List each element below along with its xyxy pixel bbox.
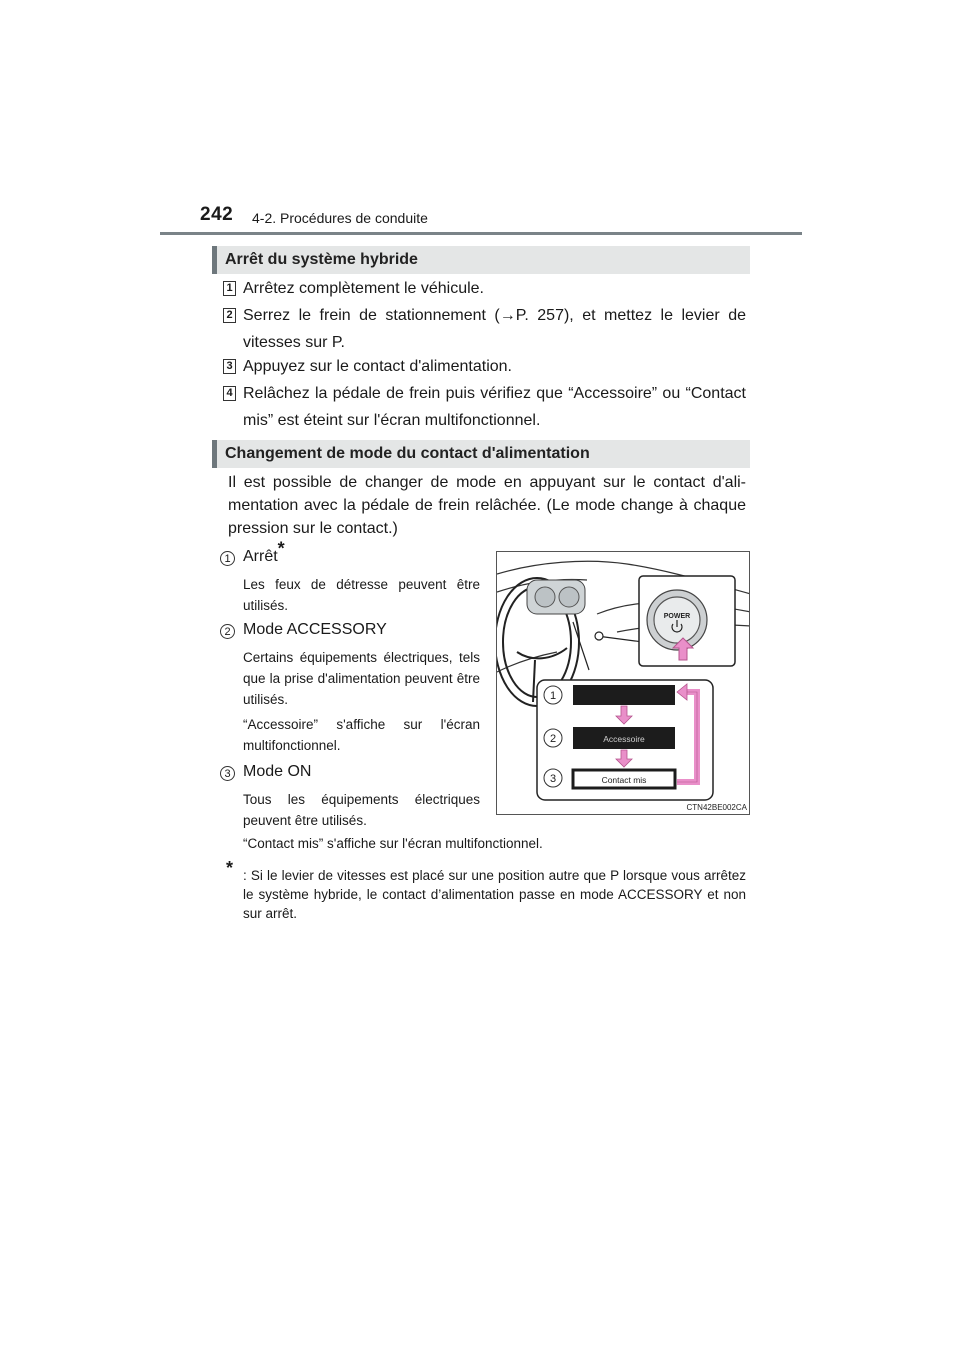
section-title: 4-2. Procédures de conduite xyxy=(252,210,428,226)
seq-num-1: 1 xyxy=(549,690,557,702)
display-contact-text: Contact mis xyxy=(601,775,647,785)
step-number-3: 3 xyxy=(223,359,236,374)
asterisk-marker: * xyxy=(277,538,285,559)
stop-section-heading xyxy=(212,246,750,274)
mode-desc-3b: “Contact mis” s'affiche sur l'écran multifonctionnel. xyxy=(243,836,543,851)
footnote-asterisk: * xyxy=(226,858,234,878)
step-number-2: 2 xyxy=(223,308,236,323)
seq-num-3: 3 xyxy=(549,773,557,785)
page-number: 242 xyxy=(200,204,234,225)
mode-number-3: 3 xyxy=(220,766,235,781)
mode-desc-2b: “Accessoire” s'affiche sur l'écran multifonctionnel. xyxy=(243,717,480,753)
mode-desc-2: Certains équipements électriques, tels que la prise d'alimentation peuvent être utilisés. xyxy=(243,650,480,707)
step-text-1: Arrêtez complètement le véhicule. xyxy=(243,280,484,297)
figure-code: CTN42BE002CA xyxy=(686,803,747,812)
mode-number-1: 1 xyxy=(220,551,235,566)
mode-number-2: 2 xyxy=(220,624,235,639)
mode-desc-3: Tous les équipements électriques peuvent être utilisés. xyxy=(243,792,480,828)
mode-title-1-text: Arrêt xyxy=(243,548,278,565)
header-divider xyxy=(160,232,802,235)
mode-desc-1: Les feux de détresse peuvent être utilisés. xyxy=(243,577,480,613)
step-number-1: 1 xyxy=(223,281,236,296)
display-off xyxy=(573,685,675,705)
display-accessoire-text: Accessoire xyxy=(603,734,645,744)
stop-section-title: Arrêt du système hybride xyxy=(225,251,418,268)
mode-intro-paragraph: Il est possible de changer de mode en appuyant sur le contact d'ali-mentation avec la pédale de frein relâchée. (Le mode change à chaque pression sur le contact.) xyxy=(228,474,746,537)
dashboard-drawing xyxy=(497,552,750,815)
mode-section-heading xyxy=(212,440,750,468)
step-text-3: Appuyez sur le contact d'alimentation. xyxy=(243,358,512,375)
mode-title-3: Mode ON xyxy=(243,763,312,780)
step-number-4: 4 xyxy=(223,386,236,401)
mode-title-2: Mode ACCESSORY xyxy=(243,621,387,638)
mode-title-1 xyxy=(243,538,285,566)
footnote-text: : Si le levier de vitesses est placé sur une position autre que P lorsque vous arrêtez le système hybride, le contact d’alimentation passe en mode ACCESSORY et non sur arrêt. xyxy=(243,868,746,921)
mode-section-title: Changement de mode du contact d'alimentation xyxy=(225,445,590,462)
step-text-4: Relâchez la pédale de frein puis vérifiez que “Accessoire” ou “Contact mis” est éteint sur l'écran multifonctionnel. xyxy=(243,385,746,429)
power-label: POWER xyxy=(663,613,691,620)
seq-num-2: 2 xyxy=(549,733,557,745)
power-switch-illustration xyxy=(496,551,750,815)
step-text-2: Serrez le frein de stationnement (→P. 257), et mettez le levier de vitesses sur P. xyxy=(243,307,746,351)
